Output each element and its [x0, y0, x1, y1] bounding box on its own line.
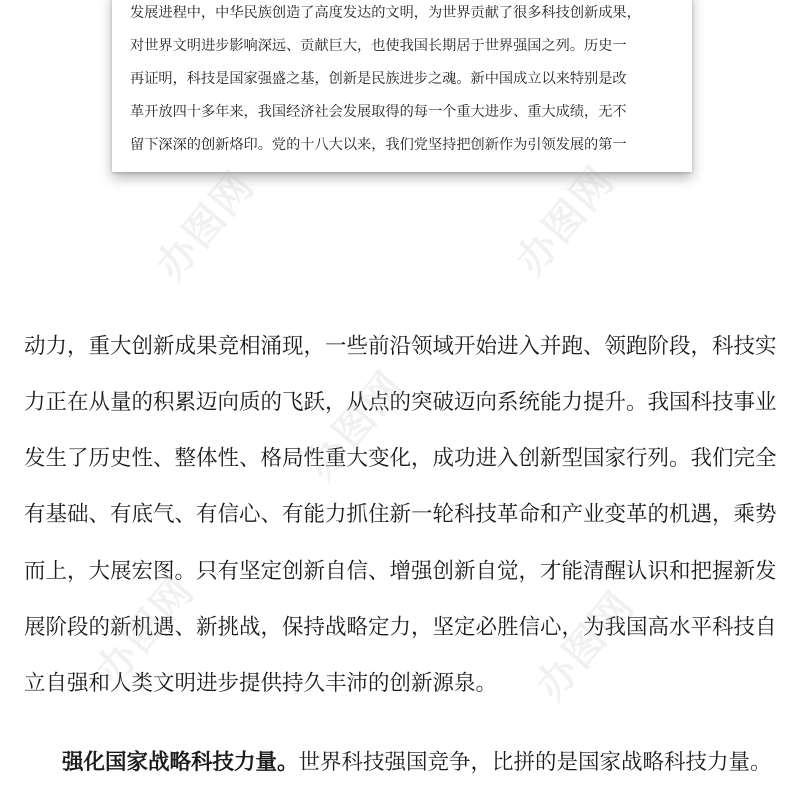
paragraph-text: 世界科技强国竞争，比拼的是国家战略科技力量。: [298, 750, 772, 775]
excerpt-card: [112, 0, 692, 172]
paragraph-line: 展阶段的新机遇、新挑战，保持战略定力，坚定必胜信心，为我国高水平科技自: [24, 615, 777, 640]
watermark: 办图网: [527, 582, 644, 709]
excerpt-line: 对世界文明进步影响深远、贡献巨大，也使我国长期居于世界强国之列。历史一: [130, 38, 627, 54]
paragraph-line: 而上，大展宏图。只有坚定创新自信、增强创新自觉，才能清醒认识和把握新发: [24, 559, 777, 584]
paragraph-line: 动力，重大创新成果竞相涌现，一些前沿领域开始进入并跑、领跑阶段，科技实: [24, 334, 777, 359]
watermark: 办图网: [87, 567, 204, 694]
paragraph-line: 发生了历史性、整体性、格局性重大变化，成功进入创新型国家行列。我们完全: [24, 446, 777, 471]
paragraph-heading: 强化国家战略科技力量。: [62, 750, 299, 775]
watermark: 办图网: [297, 362, 414, 489]
excerpt-line: 发展进程中，中华民族创造了高度发达的文明，为世界贡献了很多科技创新成果，: [130, 5, 641, 21]
article-paragraph-2: [62, 748, 800, 778]
paragraph-line: 有基础、有底气、有信心、有能力抓住新一轮科技革命和产业变革的机遇，乘势: [24, 502, 777, 527]
excerpt-line: 革开放四十多年来，我国经济社会发展取得的每一个重大进步、重大成绩，无不: [130, 104, 627, 120]
paragraph-line: 力正在从量的积累迈向质的飞跃，从点的突破迈向系统能力提升。我国科技事业: [24, 390, 777, 415]
excerpt-line: 再证明，科技是国家强盛之基，创新是民族进步之魂。新中国成立以来特别是改: [130, 71, 627, 87]
excerpt-line: 留下深深的创新烙印。党的十八大以来，我们党坚持把创新作为引领发展的第一: [130, 137, 627, 153]
watermark: 办图网: [507, 157, 624, 284]
paragraph-line: 立自强和人类文明进步提供持久丰沛的创新源泉。: [24, 671, 498, 696]
watermark: 办图网: [147, 162, 264, 289]
